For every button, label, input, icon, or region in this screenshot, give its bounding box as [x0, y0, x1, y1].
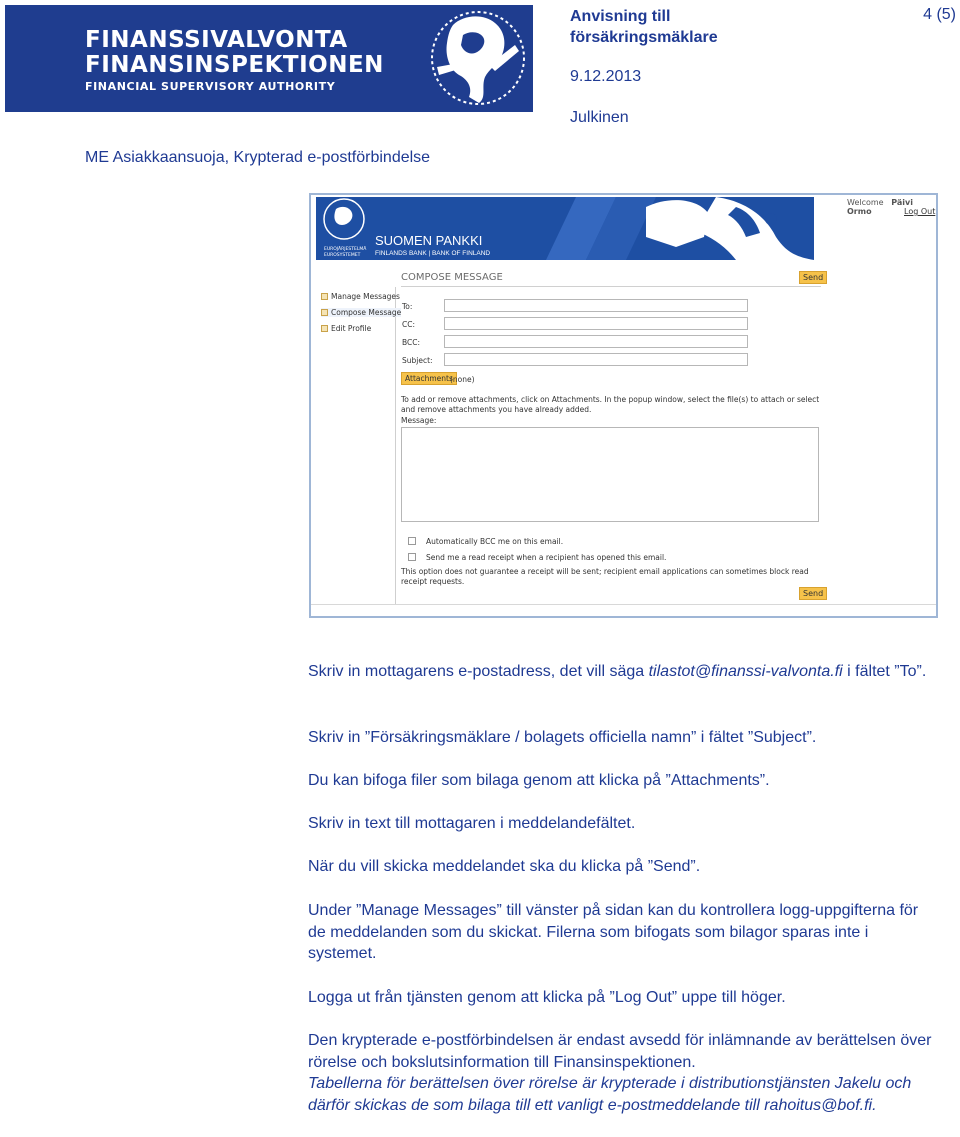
message-textarea[interactable] — [401, 427, 819, 522]
eurosystem-text: EUROJÄRJESTELMÄ EUROSYSTEMET — [324, 247, 367, 258]
logo-text-en: FINANCIAL SUPERVISORY AUTHORITY — [85, 80, 336, 93]
to-label: To: — [402, 302, 413, 311]
instruction-attachments: Du kan bifoga filer som bilaga genom att klicka på ”Attachments”. — [308, 772, 770, 789]
folder-icon — [321, 293, 328, 300]
statistics-email: tilastot@finanssi-valvonta.fi — [648, 663, 843, 680]
subject-label: Subject: — [402, 356, 433, 365]
compose-title: COMPOSE MESSAGE — [401, 272, 503, 283]
edit-icon — [321, 325, 328, 332]
cc-label: CC: — [402, 320, 416, 329]
instruction-manage-messages: Under ”Manage Messages” till vänster på sidan kan du kontrollera logg-uppgifterna för de meddelanden som du skickat. Filerna som bifogats som bilagor sparas inte i systemet. — [308, 902, 919, 962]
to-input[interactable] — [444, 299, 748, 312]
document-subtitle: ME Asiakkaansuoja, Krypterad e-postförbindelse — [85, 149, 431, 166]
attachments-value: (none) — [450, 375, 475, 384]
bcc-input[interactable] — [444, 335, 748, 348]
instruction-message: Skriv in text till mottagaren i meddelandefältet. — [308, 815, 636, 832]
instruction-to: Skriv in mottagarens e-postadress, det vill säga tilastot@finanssi-valvonta.fi i fältet ”To”. — [308, 663, 927, 680]
logout-link[interactable]: Log Out — [904, 207, 936, 216]
pencil-icon — [321, 309, 328, 316]
document-classification: Julkinen — [570, 109, 629, 126]
bottom-divider — [311, 604, 936, 605]
logo-text-sv: FINANSINSPEKTIONEN — [85, 52, 384, 78]
note-encrypted-connection: Den krypterade e-postförbindelsen är endast avsedd för inlämnande av berättelsen över rörelse och bokslutsinformation till Finansinspektionen. Tabellerna för berättelsen över rörelse är krypterade i distributionstjänsten Jakelu och därför skickas de som bilaga till ett vanligt e-postmeddelande till rahoitus@bof.fi. — [308, 1032, 932, 1114]
welcome-text: Welcome Päivi Ormo — [847, 198, 913, 216]
attachments-help: To add or remove attachments, click on Attachments. In the popup window, select the file(s) to attach or select and remove attachments you have already added. — [401, 395, 820, 414]
instruction-send: När du vill skicka meddelandet ska du klicka på ”Send”. — [308, 858, 701, 875]
sidebar-item-compose-message[interactable]: Compose Message — [321, 308, 401, 317]
lion-emblem-icon — [423, 5, 533, 112]
read-receipt-note: This option does not guarantee a receipt will be sent; recipient email applications can sometimes block read receipt requests. — [401, 567, 809, 586]
user-name: Päivi Ormo — [847, 198, 913, 216]
sidebar-item-edit-profile[interactable]: Edit Profile — [321, 324, 371, 333]
document-date: 9.12.2013 — [570, 68, 642, 85]
auto-bcc-checkbox[interactable] — [408, 537, 416, 545]
page-number: 4 (5) — [923, 6, 956, 23]
send-button-top[interactable]: Send — [799, 271, 827, 284]
logo-text-fi: FINANSSIVALVONTA — [85, 27, 348, 53]
read-receipt-checkbox[interactable] — [408, 553, 416, 561]
document-title: Anvisning till försäkringsmäklare — [570, 8, 718, 46]
message-label: Message: — [401, 416, 437, 425]
fiva-logo — [5, 5, 533, 112]
send-button-bottom[interactable]: Send — [799, 587, 827, 600]
sidebar-item-manage-messages[interactable]: Manage Messages — [321, 292, 400, 301]
subject-input[interactable] — [444, 353, 748, 366]
read-receipt-label: Send me a read receipt when a recipient has opened this email. — [426, 553, 667, 562]
bcc-label: BCC: — [402, 338, 421, 347]
bank-banner — [316, 197, 814, 260]
cc-input[interactable] — [444, 317, 748, 330]
bank-name: SUOMEN PANKKI — [375, 233, 483, 248]
instruction-logout: Logga ut från tjänsten genom att klicka på ”Log Out” uppe till höger. — [308, 989, 786, 1006]
sidebar-divider — [395, 287, 396, 605]
instruction-subject: Skriv in ”Försäkringsmäklare / bolagets officiella namn” i fältet ”Subject”. — [308, 729, 817, 746]
compose-message-screenshot — [309, 193, 938, 618]
auto-bcc-label: Automatically BCC me on this email. — [426, 537, 564, 546]
title-divider — [401, 286, 821, 287]
attachments-button[interactable]: Attachments — [401, 372, 457, 385]
bank-subtitle: FINLANDS BANK | BANK OF FINLAND — [375, 250, 491, 257]
